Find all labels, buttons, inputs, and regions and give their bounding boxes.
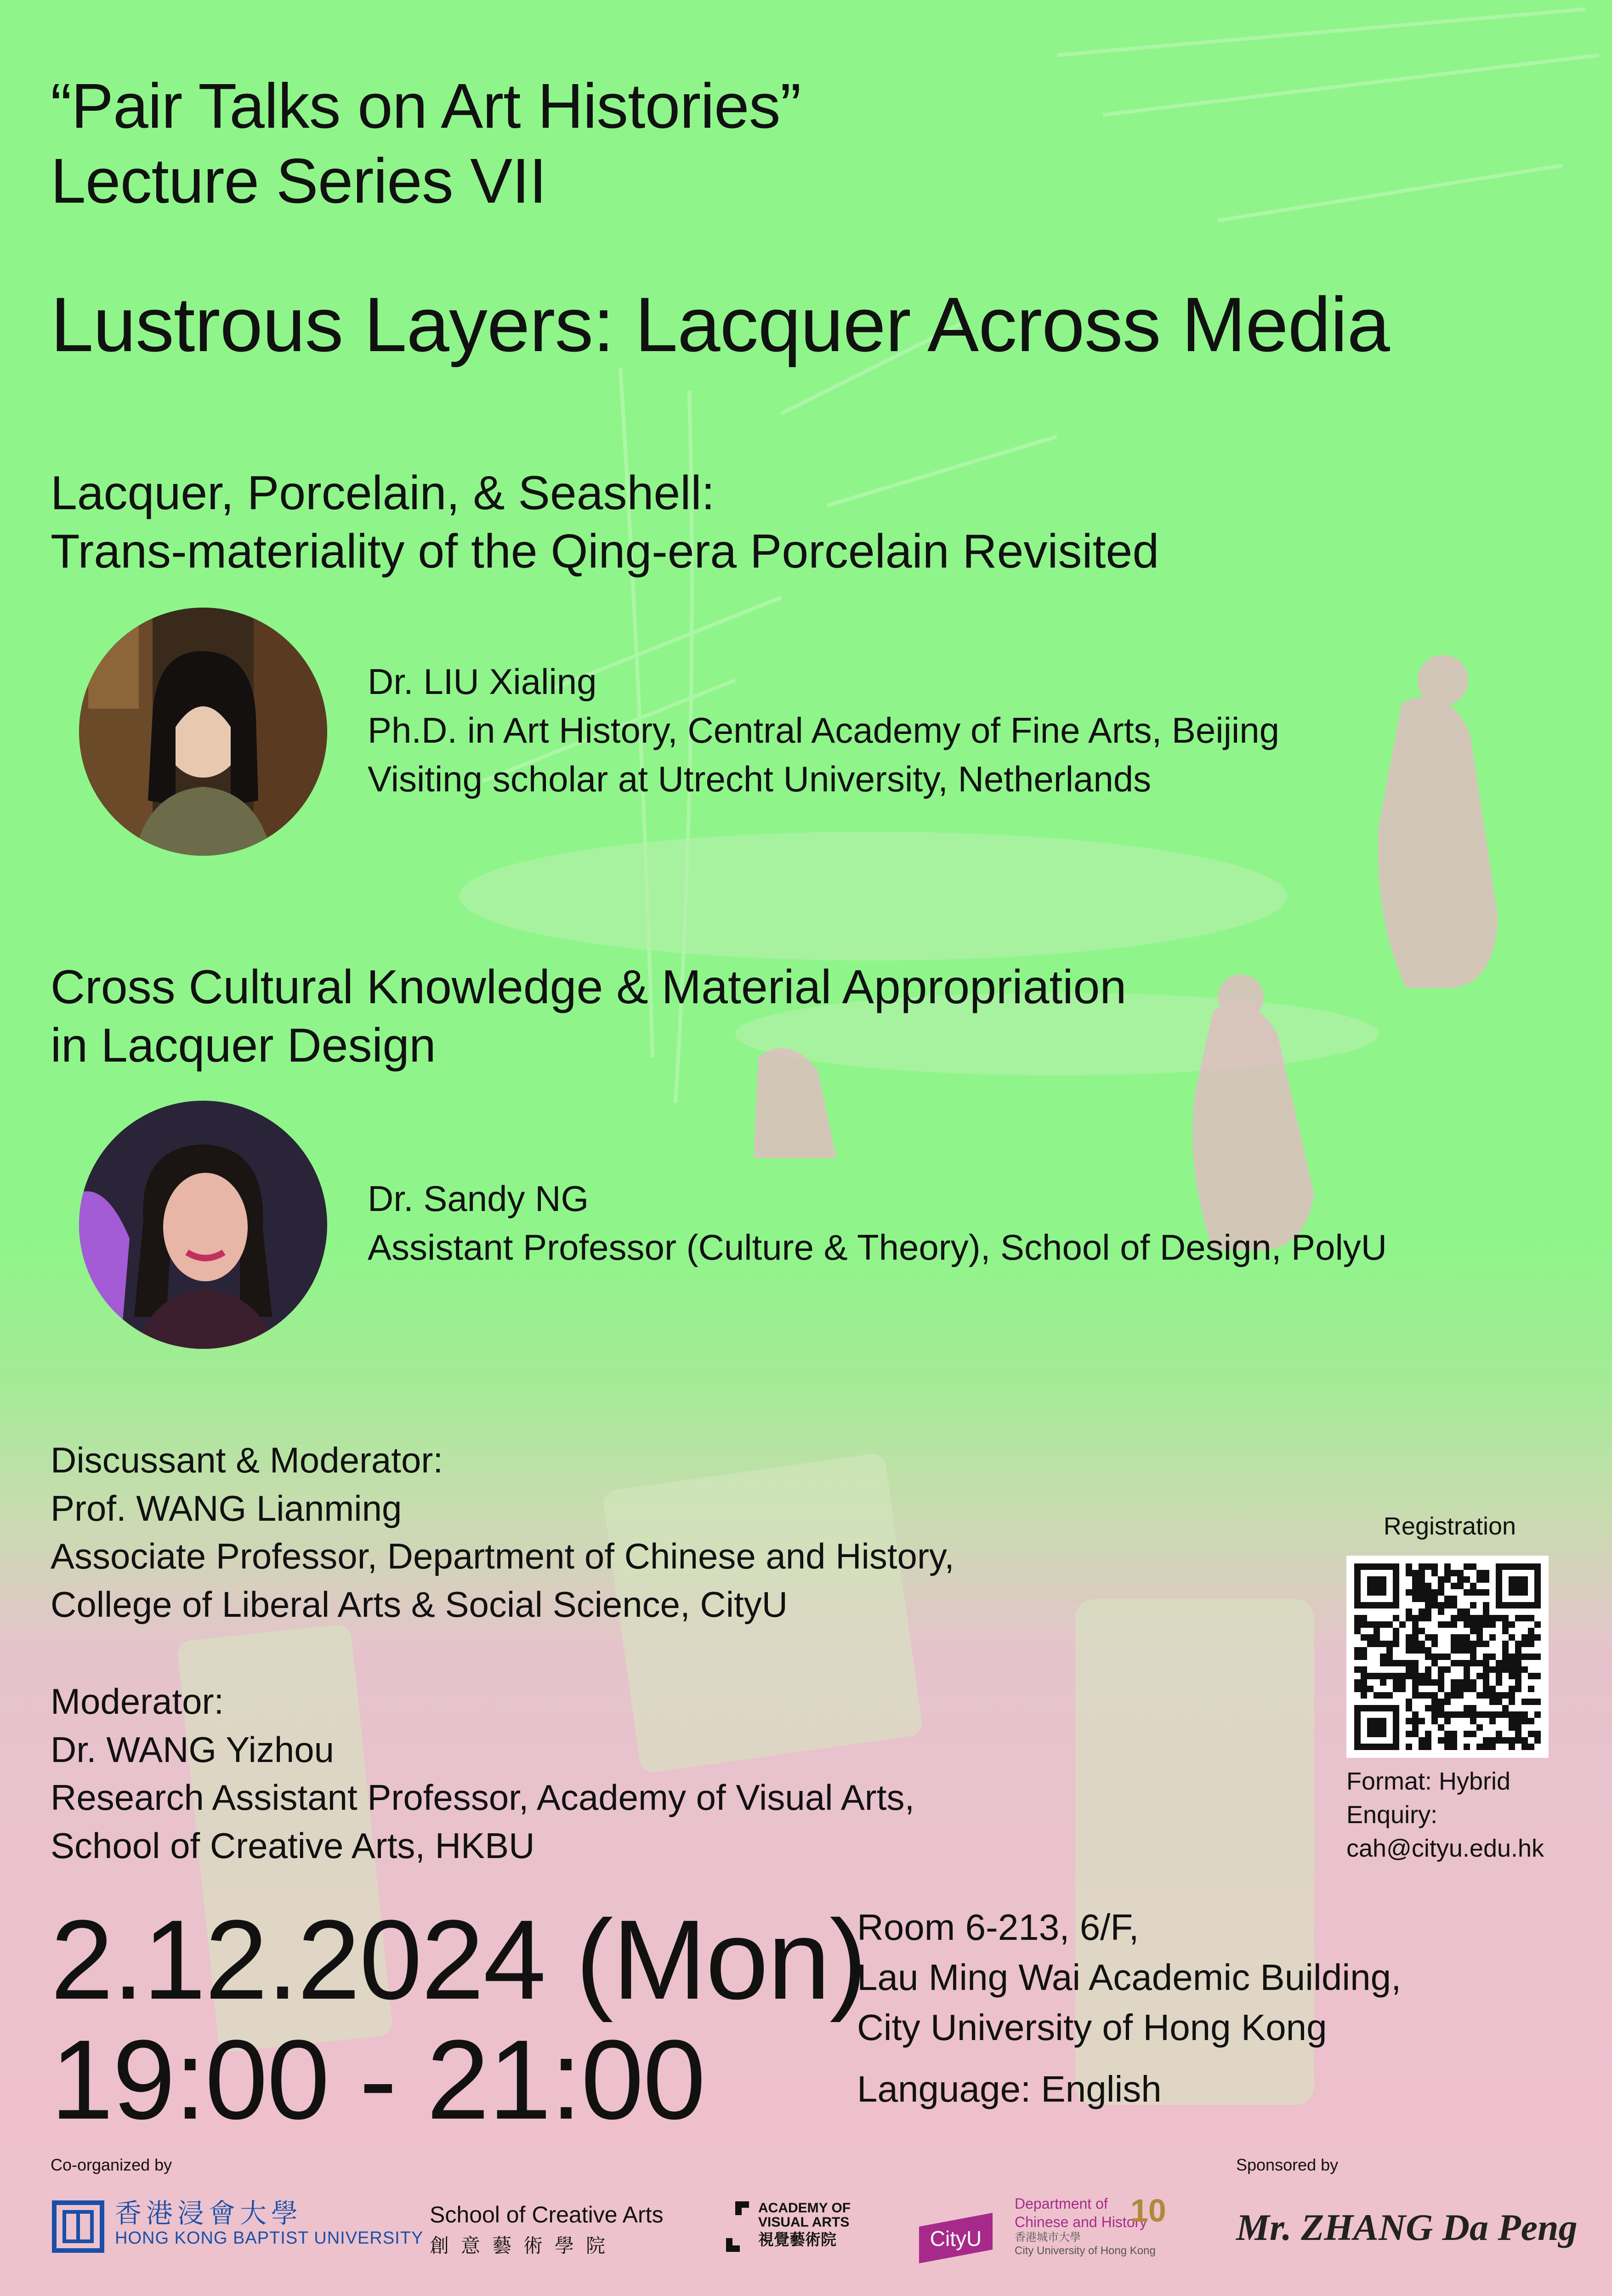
sca-name-en: School of Creative Arts: [430, 2202, 664, 2228]
event-datetime: [51, 1897, 867, 2143]
series-title: [51, 69, 801, 219]
cityu-name-en: City University of Hong Kong: [1015, 2244, 1156, 2257]
speaker-2-photo: [79, 1101, 327, 1349]
cityu-logo-icon: [914, 2213, 997, 2263]
ava-name-en-2: VISUAL ARTS: [758, 2214, 850, 2230]
cityu-dept-line: Department of: [1015, 2195, 1108, 2212]
registration-label: Registration: [1383, 1512, 1516, 1540]
cityu-name-zh: 香港城市大學: [1015, 2231, 1081, 2244]
talk-title-line: Trans-materiality of the Qing-era Porcelain Revisited: [51, 524, 1159, 578]
discussant-name: Prof. WANG Lianming: [51, 1488, 402, 1529]
speaker-name: Dr. LIU Xialing: [368, 661, 597, 702]
registration-info: [1346, 1765, 1544, 1865]
ava-name-en-1: ACADEMY OF: [758, 2200, 851, 2216]
moderator-label: Moderator:: [51, 1681, 224, 1722]
cityu-logo-text: CityU: [930, 2227, 982, 2251]
speaker-name: Dr. Sandy NG: [368, 1178, 589, 1219]
speaker-detail: Assistant Professor (Culture & Theory), School of Design, PolyU: [368, 1227, 1387, 1268]
talk-1-title: [51, 464, 1159, 581]
moderator-name: Dr. WANG Yizhou: [51, 1729, 334, 1770]
discussant-block: [51, 1436, 954, 1628]
qr-code-icon[interactable]: [1346, 1556, 1549, 1758]
event-time: 19:00 - 21:00: [51, 2016, 705, 2143]
coorganized-label: Co-organized by: [51, 2155, 172, 2174]
event-date: 2.12.2024 (Mon): [51, 1897, 867, 2023]
series-title-line: “Pair Talks on Art Histories”: [51, 71, 801, 142]
talk-2-title: [51, 958, 1126, 1075]
enquiry-label: Enquiry:: [1346, 1801, 1438, 1829]
talk-title-line: Lacquer, Porcelain, & Seashell:: [51, 466, 715, 520]
moderator-detail: School of Creative Arts, HKBU: [51, 1825, 535, 1866]
ava-bracket-icon: [726, 2201, 754, 2252]
event-language: Language: English: [857, 2069, 1162, 2109]
speaker-2-info: [368, 1174, 1387, 1272]
format-text: Format: Hybrid: [1346, 1767, 1511, 1795]
discussant-detail: Associate Professor, Department of Chinese and History,: [51, 1536, 954, 1577]
hkbu-name-en: HONG KONG BAPTIST UNIVERSITY: [115, 2228, 424, 2248]
talk-title-line: in Lacquer Design: [51, 1018, 436, 1072]
speaker-1-photo: [79, 608, 327, 856]
hkbu-logo: [51, 2198, 424, 2256]
ava-logo: [726, 2200, 851, 2254]
sca-name-zh: 創意藝術學院: [430, 2234, 618, 2257]
anniversary-mark: 10: [1130, 2193, 1166, 2228]
speaker-detail: Visiting scholar at Utrecht University, Netherlands: [368, 759, 1152, 800]
hkbu-crest-icon: [51, 2199, 106, 2254]
sponsored-label: Sponsored by: [1236, 2155, 1339, 2174]
discussant-detail: College of Liberal Arts & Social Science, CityU: [51, 1584, 788, 1625]
discussant-label: Discussant & Moderator:: [51, 1440, 443, 1480]
talk-title-line: Cross Cultural Knowledge & Material Appropriation: [51, 960, 1127, 1014]
venue-line: City University of Hong Kong: [857, 2006, 1327, 2048]
enquiry-email-link[interactable]: cah@cityu.edu.hk: [1346, 1834, 1544, 1862]
speaker-detail: Ph.D. in Art History, Central Academy of Fine Arts, Beijing: [368, 710, 1280, 751]
series-title-line: Lecture Series VII: [51, 145, 546, 216]
speaker-1-info: [368, 657, 1279, 803]
sponsor-name: Mr. ZHANG Da Peng: [1236, 2206, 1578, 2248]
venue-line: Room 6-213, 6/F,: [857, 1907, 1139, 1948]
moderator-detail: Research Assistant Professor, Academy of Visual Arts,: [51, 1777, 915, 1818]
ava-name-zh: 視覺藝術院: [758, 2231, 836, 2250]
event-venue: [857, 1903, 1401, 2052]
hkbu-name-zh: 香港浸會大學: [115, 2198, 303, 2229]
venue-line: Lau Ming Wai Academic Building,: [857, 1956, 1402, 1998]
main-title: Lustrous Layers: Lacquer Across Media: [51, 281, 1390, 368]
moderator-block: [51, 1677, 914, 1870]
cityu-dept-line: Chinese and History: [1015, 2214, 1147, 2230]
sca-logo: [430, 2201, 664, 2258]
